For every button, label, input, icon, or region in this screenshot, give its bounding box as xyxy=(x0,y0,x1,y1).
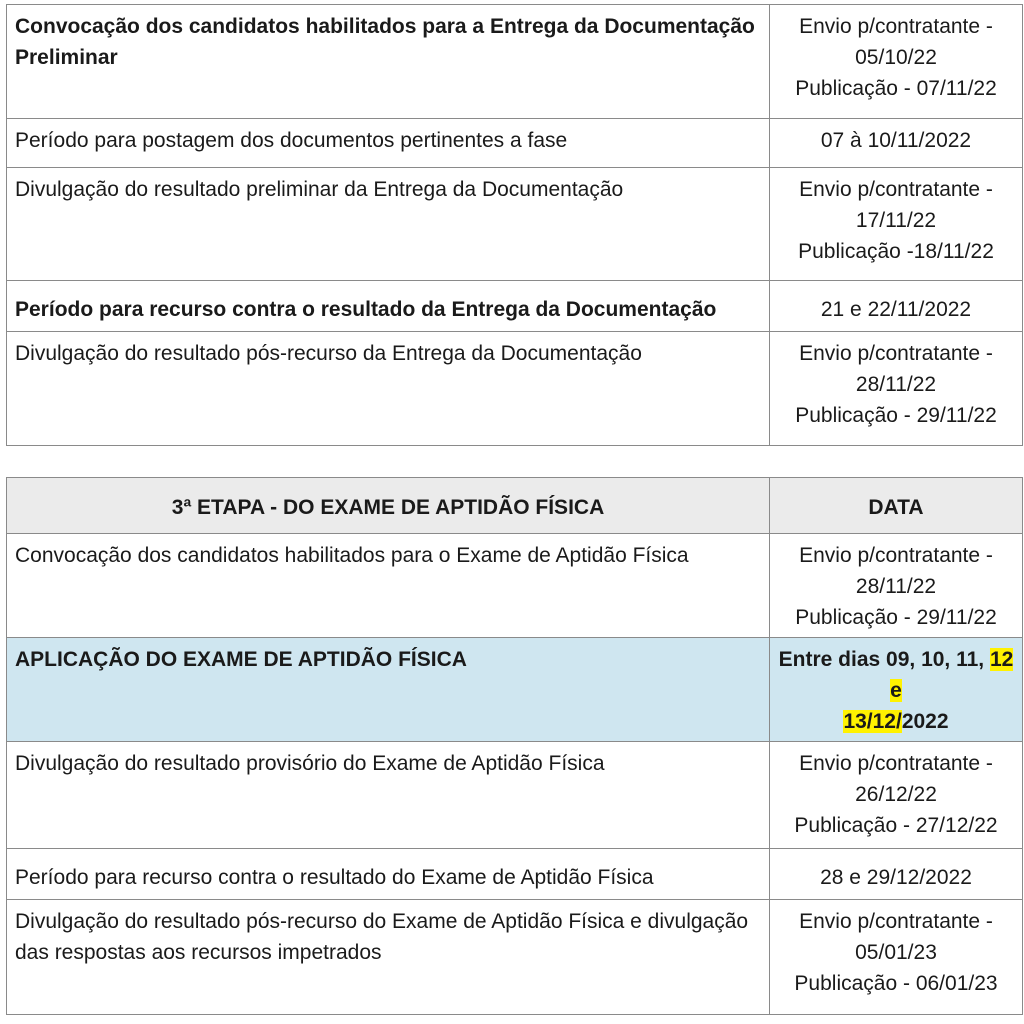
table-row xyxy=(7,742,1023,849)
highlighted-date: 12 e xyxy=(890,648,1014,702)
row-description: Período para recurso contra o resultado do Exame de Aptidão Física xyxy=(7,849,770,900)
row-description: Convocação dos candidatos habilitados para o Exame de Aptidão Física xyxy=(7,534,770,638)
envio-date: Envio p/contratante - 05/10/22 xyxy=(799,15,993,69)
publicacao-date: Publicação - 06/01/23 xyxy=(794,972,998,995)
publicacao-date: Publicação - 07/11/22 xyxy=(795,77,997,100)
envio-date: Envio p/contratante - 28/11/22 xyxy=(799,342,993,396)
row-date xyxy=(770,638,1023,742)
publicacao-date: Publicação -18/11/22 xyxy=(798,240,994,263)
date-suffix: 2022 xyxy=(901,710,949,733)
row-date xyxy=(770,900,1023,1015)
row-description: APLICAÇÃO DO EXAME DE APTIDÃO FÍSICA xyxy=(7,638,770,742)
table-row xyxy=(7,168,1023,281)
row-date xyxy=(770,332,1023,446)
table-row xyxy=(7,332,1023,446)
table-row xyxy=(7,900,1023,1015)
publicacao-date: Publicação - 29/11/22 xyxy=(795,404,997,427)
table-row xyxy=(7,534,1023,638)
table-row xyxy=(7,119,1023,168)
row-description: Divulgação do resultado preliminar da Entrega da Documentação xyxy=(7,168,770,281)
row-date: 21 e 22/11/2022 xyxy=(770,281,1023,332)
envio-date: Envio p/contratante - 28/11/22 xyxy=(799,544,993,598)
envio-date: Envio p/contratante - 26/12/22 xyxy=(799,752,993,806)
row-date xyxy=(770,742,1023,849)
envio-date: Envio p/contratante - 05/01/23 xyxy=(799,910,993,964)
row-date xyxy=(770,534,1023,638)
publicacao-date: Publicação - 29/11/22 xyxy=(795,606,997,629)
row-description: Divulgação do resultado provisório do Exame de Aptidão Física xyxy=(7,742,770,849)
row-date xyxy=(770,168,1023,281)
row-date xyxy=(770,5,1023,119)
schedule-table-documentation xyxy=(6,4,1023,446)
date-column-header: DATA xyxy=(770,478,1023,534)
row-description: Período para postagem dos documentos pertinentes a fase xyxy=(7,119,770,168)
row-description: Convocação dos candidatos habilitados para a Entrega da Documentação Preliminar xyxy=(7,5,770,119)
table-row-highlighted xyxy=(7,638,1023,742)
stage-title: 3ª ETAPA - DO EXAME DE APTIDÃO FÍSICA xyxy=(7,478,770,534)
table-row xyxy=(7,849,1023,900)
date-prefix: Entre dias 09, 10, 11, xyxy=(778,648,990,671)
row-description: Período para recurso contra o resultado da Entrega da Documentação xyxy=(7,281,770,332)
row-description: Divulgação do resultado pós-recurso da Entrega da Documentação xyxy=(7,332,770,446)
publicacao-date: Publicação - 27/12/22 xyxy=(794,814,998,837)
row-date: 28 e 29/12/2022 xyxy=(770,849,1023,900)
row-date: 07 à 10/11/2022 xyxy=(770,119,1023,168)
schedule-table-physical-exam xyxy=(6,477,1023,1015)
table-header-row xyxy=(7,478,1023,534)
envio-date: Envio p/contratante - 17/11/22 xyxy=(799,178,993,232)
table-row xyxy=(7,5,1023,119)
row-description: Divulgação do resultado pós-recurso do Exame de Aptidão Física e divulgação das respostas aos recursos impetrados xyxy=(7,900,770,1015)
table-row xyxy=(7,281,1023,332)
highlighted-date: 13/12/ xyxy=(843,710,902,733)
